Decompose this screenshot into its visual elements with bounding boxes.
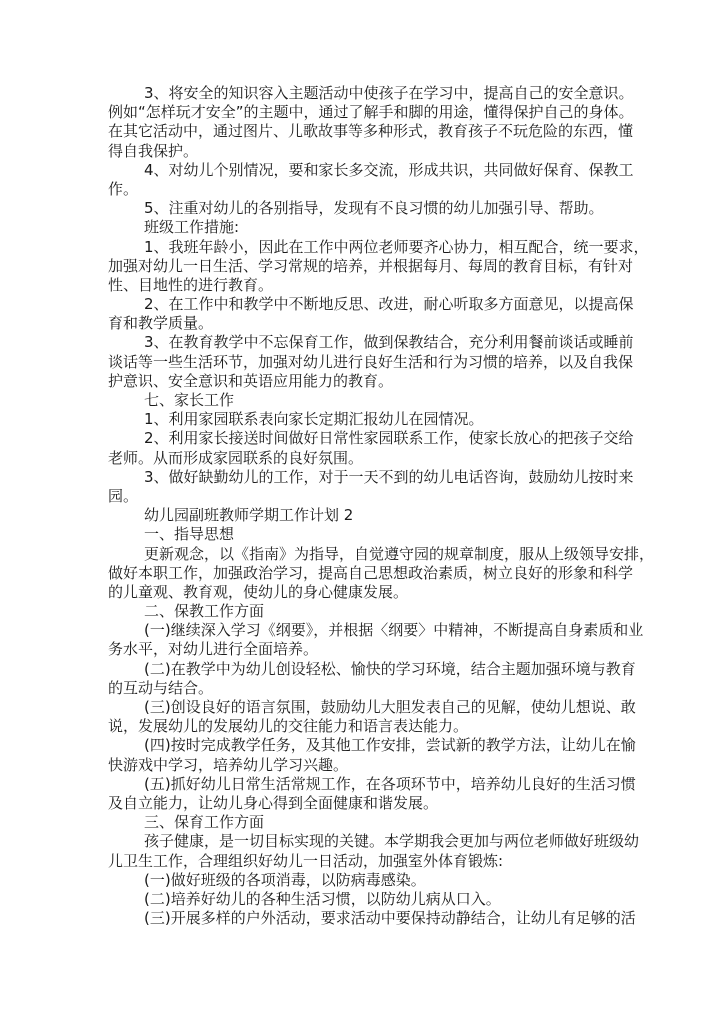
paragraph [108, 890, 612, 909]
paragraph [108, 218, 612, 237]
paragraph [108, 525, 612, 544]
paragraph [108, 813, 612, 832]
text-line: (四)按时完成教学任务，及其他工作安排，尝试新的教学方法，让幼儿在愉 [144, 736, 636, 755]
paragraph [108, 506, 612, 525]
text-line: 园。 [108, 486, 139, 505]
paragraph [108, 544, 655, 603]
text-line: 3、将安全的知识容入主题活动中使孩子在学习中，提高自己的安全意识。 [144, 84, 634, 102]
text-line: 务水平，对幼儿进行全面培养。 [108, 640, 319, 659]
text-line: 育和教学质量。 [108, 314, 214, 333]
text-line: 说，发展幼儿的发展幼儿的交往能力和语言表达能力。 [108, 717, 469, 736]
text-line: 儿卫生工作，合理组织好幼儿一日活动，加强室外体育锻炼: [108, 851, 504, 870]
paragraph [108, 774, 636, 813]
paragraph [108, 333, 634, 391]
paragraph [108, 391, 612, 410]
text-line: 幼儿园副班教师学期工作计划 2 [144, 506, 354, 525]
text-line: (一)继续深入学习《纲要》，并根据〈纲要〉中精神，不断提高自身素质和业 [144, 621, 644, 640]
paragraph [108, 736, 636, 774]
text-line: 快游戏中学习，培养幼儿学习兴趣。 [108, 755, 349, 774]
paragraph [108, 410, 612, 429]
text-line: 及自立能力，让幼儿身心得到全面健康和谐发展。 [108, 793, 439, 812]
text-line: 七、家长工作 [144, 391, 235, 409]
text-line: 例如“怎样玩才安全”的主题中，通过了解手和脚的用途，懂得保护自己的身体。 [108, 103, 634, 122]
paragraph [108, 237, 649, 296]
text-line: 2、利用家长接送时间做好日常性家园联系工作，使家长放心的把孩子交给 [144, 429, 634, 448]
text-line: 三、保育工作方面 [144, 813, 265, 832]
text-line: (三)开展多样的户外活动，要求活动中要保持动静结合，让幼儿有足够的活 [144, 909, 636, 928]
text-line: 1、我班年龄小，因此在工作中两位老师要齐心协力，相互配合，统一要求， [144, 237, 649, 256]
paragraph [108, 602, 612, 621]
text-line: 的儿童观、教育观，使幼儿的身心健康发展。 [108, 582, 409, 601]
text-line: 做好本职工作，加强政治学习，提高自己思想政治素质，树立良好的形象和科学 [108, 563, 634, 582]
text-line: 护意识、安全意识和英语应用能力的教育。 [108, 371, 394, 390]
text-line: 性、目地性的进行教育。 [108, 275, 274, 294]
paragraph [108, 295, 634, 333]
paragraph [108, 659, 636, 698]
text-line: 4、对幼儿个别情况，要和家长多交流，形成共识，共同做好保育、保教工 [144, 160, 634, 179]
paragraph [108, 871, 612, 890]
paragraph [108, 909, 636, 928]
text-line: 加强对幼儿一日生活、学习常规的培养，并根据每月、每周的教育目标，有针对 [108, 256, 634, 275]
text-line: 得自我保护。 [108, 141, 199, 160]
paragraph [108, 429, 634, 467]
text-line: 在其它活动中，通过图片、儿歌故事等多种形式，教育孩子不玩危险的东西，懂 [108, 122, 634, 141]
text-line: 2、在工作中和教学中不断地反思、改进，耐心听取多方面意见，以提高保 [144, 295, 634, 314]
text-line: 班级工作措施: [144, 218, 240, 237]
paragraph [108, 467, 634, 506]
text-line: 二、保教工作方面 [144, 602, 265, 621]
text-line: 5、注重对幼儿的各别指导，发现有不良习惯的幼儿加强引导、帮助。 [144, 199, 604, 218]
document-page [108, 84, 655, 928]
text-line: 3、做好缺勤幼儿的工作，对于一天不到的幼儿电话咨询，鼓励幼儿按时来 [144, 467, 634, 486]
paragraph [108, 160, 634, 199]
text-line: 1、利用家园联系表向家长定期汇报幼儿在园情况。 [144, 410, 484, 429]
text-line: (二)培养好幼儿的各种生活习惯，以防幼儿病从口入。 [144, 889, 501, 908]
text-line: 的互动与结合。 [108, 678, 214, 697]
text-line: (二)在教学中为幼儿创设轻松、愉快的学习环境，结合主题加强环境与教育 [144, 659, 636, 678]
text-line: (三)创设良好的语言氛围，鼓励幼儿大胆发表自己的见解，使幼儿想说、敢 [144, 698, 636, 716]
text-line: 一、指导思想 [144, 525, 235, 544]
text-line: 孩子健康，是一切目标实现的关键。本学期我会更加与两位老师做好班级幼 [144, 832, 640, 851]
paragraph [108, 199, 612, 218]
paragraph [108, 832, 640, 870]
paragraph [108, 84, 634, 161]
text-line: (五)抓好幼儿日常生活常规工作，在各项环节中，培养幼儿良好的生活习惯 [144, 774, 636, 793]
text-line: 更新观念，以《指南》为指导，自觉遵守园的规章制度，服从上级领导安排， [144, 544, 655, 563]
text-line: 老师。从而形成家园联系的良好氛围。 [108, 448, 364, 467]
text-line: 谈话等一些生活环节，加强对幼儿进行良好生活和行为习惯的培养，以及自我保 [108, 352, 634, 371]
text-line: (一)做好班级的各项消毒，以防病毒感染。 [144, 870, 426, 889]
text-line: 作。 [108, 179, 139, 198]
paragraph [108, 698, 636, 736]
text-line: 3、在教育教学中不忘保育工作，做到保教结合，充分利用餐前谈话或睡前 [144, 333, 634, 352]
paragraph [108, 621, 644, 659]
